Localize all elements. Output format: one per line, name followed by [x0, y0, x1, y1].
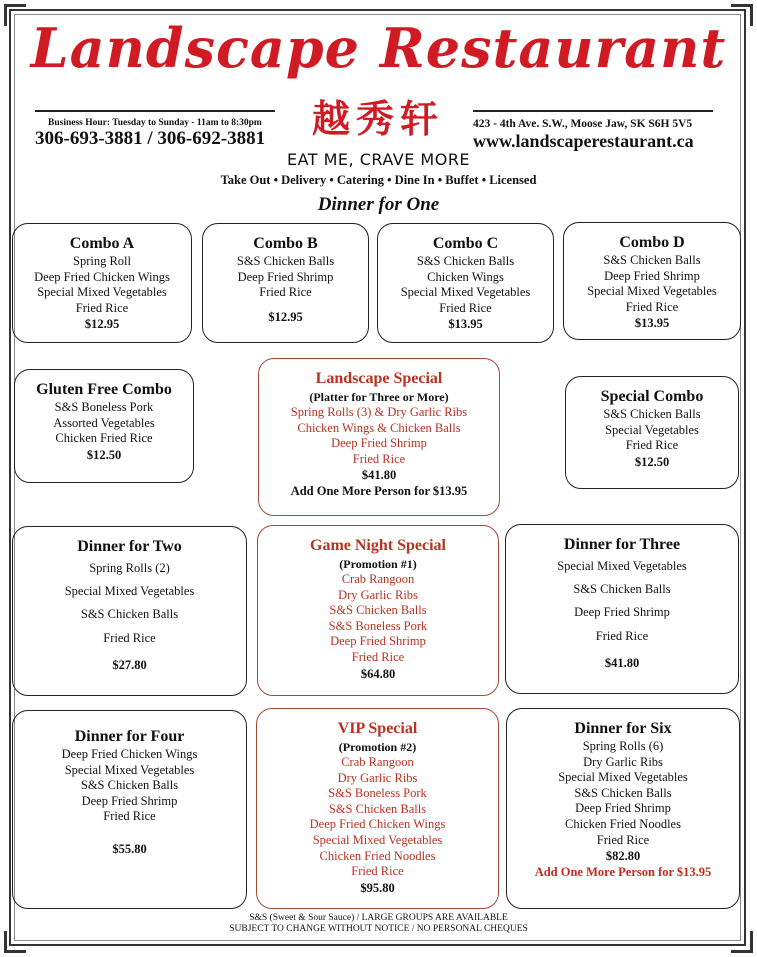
phone-numbers: 306-693-3881 / 306-692-3881 [35, 128, 266, 149]
menu-item: S&S Chicken Balls [603, 253, 701, 267]
menu-item: Dry Garlic Ribs [338, 587, 418, 602]
price: $13.95 [634, 316, 670, 331]
price: $41.80 [361, 468, 397, 483]
menu-item: Deep Fried Shrimp [604, 268, 700, 283]
price: $55.80 [112, 841, 147, 856]
card-title: Combo C [432, 235, 499, 252]
menu-item: Fried Rice [259, 285, 312, 300]
menu-item: Spring Rolls (6) [582, 739, 664, 753]
card-title: Special Combo [600, 388, 704, 405]
menu-item: Deep Fried Shrimp [237, 269, 334, 284]
menu-item: Deep Fried Chicken Wings [34, 269, 170, 284]
menu-item: Spring Rolls (3) & Dry Garlic Ribs [290, 405, 468, 419]
menu-item: Crab Rangoon [341, 572, 415, 586]
menu-item: Deep Fried Shrimp [574, 605, 670, 620]
menu-item: Chicken Fried Rice [55, 431, 153, 446]
menu-item: Special Mixed Vegetables [64, 584, 195, 599]
menu-item: Deep Fried Chicken Wings [61, 747, 198, 761]
menu-item: S&S Chicken Balls [80, 778, 179, 793]
extra-person-note: Add One More Person for $13.95 [534, 865, 712, 880]
card-title: Landscape Special [315, 370, 443, 387]
menu-item: Dry Garlic Ribs [337, 770, 418, 785]
website-link[interactable]: www.landscaperestaurant.ca [473, 131, 694, 151]
menu-item: Chicken Wings [427, 269, 504, 284]
menu-item: Deep Fried Chicken Wings [309, 817, 446, 832]
card-title: Dinner for Three [563, 536, 681, 553]
menu-item: Special Mixed Vegetables [557, 559, 687, 573]
card-title: Dinner for Six [574, 720, 672, 737]
combo-a-card [12, 223, 192, 343]
menu-item: Special Mixed Vegetables [400, 285, 531, 300]
menu-item: S&S Boneless Pork [328, 786, 427, 801]
menu-item: Fried Rice [75, 300, 129, 315]
menu-item: Spring Rolls (2) [89, 561, 170, 575]
menu-item: S&S Chicken Balls [236, 254, 335, 268]
price: $27.80 [112, 657, 147, 672]
footer-line: S&S (Sweet & Sour Sauce) / LARGE GROUPS ARE AVAILABLE [249, 913, 508, 923]
menu-item: Special Vegetables [605, 422, 699, 437]
menu-item: Fried Rice [351, 864, 404, 879]
menu-item: Deep Fried Shrimp [81, 793, 178, 808]
menu-item: Chicken Fried Noodles [319, 848, 436, 863]
divider [473, 110, 713, 112]
menu-item: Assorted Vegetables [53, 415, 155, 430]
price: $12.50 [86, 447, 122, 462]
footer-notes [0, 913, 757, 935]
price: $95.80 [360, 880, 395, 895]
landscape-special-card [258, 358, 500, 516]
menu-item: Fried Rice [625, 438, 679, 453]
card-title: Gluten Free Combo [36, 381, 172, 398]
dinner-for-three-card [505, 524, 739, 694]
card-title: VIP Special [337, 720, 418, 737]
menu-item: Special Mixed Vegetables [312, 832, 443, 847]
services-list: Take Out • Delivery • Catering • Dine In • Buffet • Licensed [220, 173, 537, 187]
dinner-for-two-card [12, 526, 247, 696]
card-subtitle: (Promotion #1) [339, 557, 417, 571]
extra-person-note: Add One More Person for $13.95 [290, 484, 468, 499]
menu-item: Fried Rice [103, 809, 156, 824]
menu-item: S&S Chicken Balls [80, 607, 179, 622]
divider [35, 110, 275, 112]
menu-item: Fried Rice [625, 299, 679, 314]
menu-item: Special Mixed Vegetables [37, 285, 167, 300]
restaurant-logo: Landscape Restaurant [30, 16, 727, 80]
menu-item: Special Mixed Vegetables [558, 770, 688, 785]
tagline: EAT ME, CRAVE MORE [286, 150, 471, 169]
card-subtitle: (Platter for Three or More) [309, 390, 449, 404]
menu-item: S&S Chicken Balls [416, 254, 515, 268]
menu-item: Spring Roll [73, 254, 131, 268]
special-combo-card [565, 376, 739, 489]
menu-item: S&S Boneless Pork [54, 400, 154, 414]
price: $64.80 [360, 666, 396, 681]
menu-item: S&S Chicken Balls [328, 801, 427, 816]
section-title: Dinner for One [317, 194, 440, 215]
menu-item: S&S Chicken Balls [603, 407, 701, 421]
price: $82.80 [605, 849, 641, 864]
combo-d-card [563, 222, 741, 340]
game-night-special-card [257, 525, 499, 696]
menu-item: Chicken Fried Noodles [565, 816, 681, 831]
menu-item: Fried Rice [439, 300, 492, 315]
card-title: Combo A [69, 235, 135, 252]
menu-item: S&S Chicken Balls [574, 785, 672, 800]
footer-line: SUBJECT TO CHANGE WITHOUT NOTICE / NO PERSONAL CHEQUES [229, 924, 528, 934]
combo-c-card [377, 223, 554, 343]
menu-item: S&S Chicken Balls [329, 603, 427, 618]
card-title: Dinner for Four [74, 728, 185, 745]
menu-item: Fried Rice [595, 628, 649, 643]
price: $41.80 [604, 655, 640, 670]
menu-item: Fried Rice [103, 630, 156, 645]
combo-b-card [202, 223, 369, 343]
dinner-for-four-card [12, 710, 247, 909]
price: $12.95 [84, 317, 120, 332]
menu-item: Special Mixed Vegetables [587, 284, 717, 299]
menu-item: Fried Rice [352, 451, 406, 466]
card-title: Combo B [253, 235, 318, 252]
price: $12.95 [268, 309, 303, 324]
price: $12.50 [634, 454, 670, 469]
menu-item: Fried Rice [351, 649, 405, 664]
card-title: Game Night Special [310, 537, 446, 554]
menu-item: Special Mixed Vegetables [64, 762, 195, 777]
vip-special-card [256, 708, 499, 909]
menu-item: S&S Boneless Pork [328, 618, 428, 633]
menu-item: Deep Fried Shrimp [575, 801, 671, 816]
business-hours: Business Hour: Tuesday to Sunday - 11am to 8:30pm [48, 118, 262, 128]
menu-item: Fried Rice [596, 832, 650, 847]
menu-item: S&S Chicken Balls [573, 582, 671, 597]
card-title: Dinner for Two [77, 538, 182, 555]
price: $13.95 [448, 317, 483, 332]
card-subtitle: (Promotion #2) [338, 740, 417, 754]
menu-item: Deep Fried Shrimp [330, 634, 426, 649]
card-title: Combo D [619, 234, 685, 251]
menu-item: Dry Garlic Ribs [583, 754, 663, 769]
menu-item: Deep Fried Shrimp [331, 436, 427, 451]
gluten-free-combo-card [14, 369, 194, 483]
menu-item: Chicken Wings & Chicken Balls [297, 420, 461, 435]
chinese-name: 越秀轩 [311, 97, 444, 141]
menu-item: Crab Rangoon [341, 755, 414, 769]
dinner-for-six-card [506, 708, 740, 909]
address: 423 - 4th Ave. S.W., Moose Jaw, SK S6H 5V5 [473, 118, 693, 130]
